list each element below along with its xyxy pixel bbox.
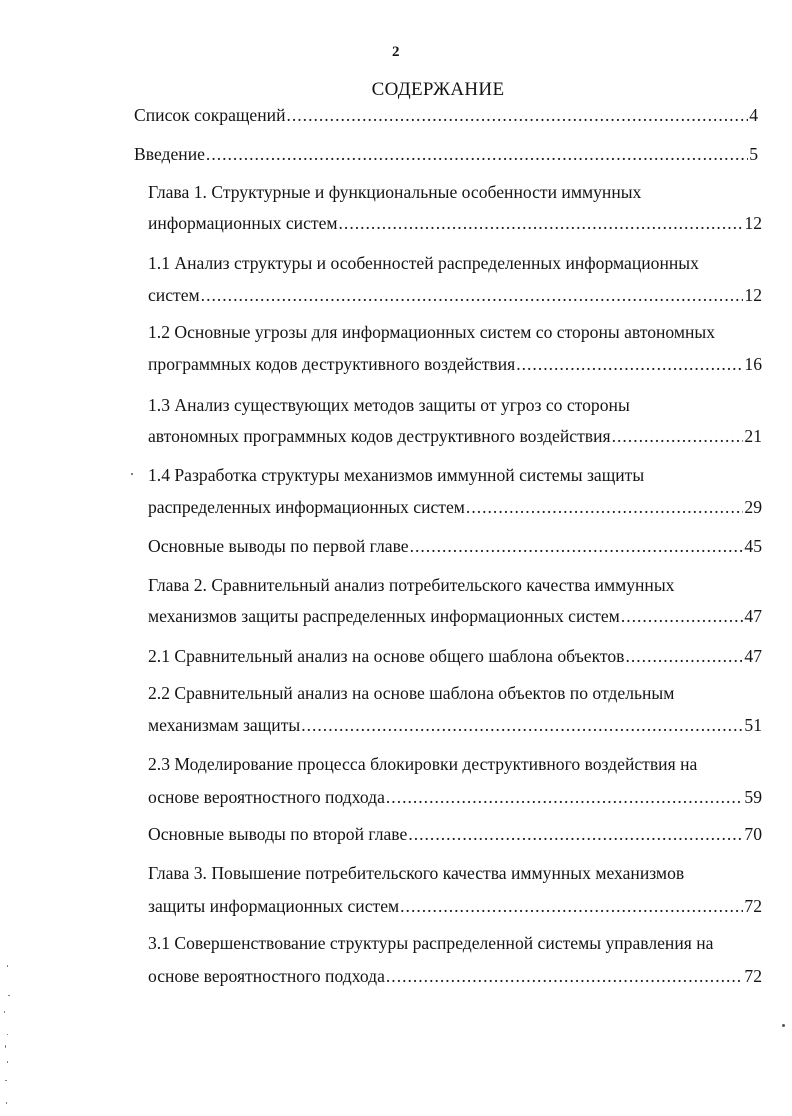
toc-entry-text: программных кодов деструктивного воздействия: [148, 354, 516, 374]
toc-entry-page: 47: [744, 646, 762, 666]
toc-entry-3-1-line2: [148, 965, 762, 987]
toc-entry-page: 51: [744, 715, 762, 735]
toc-entry-text: 3.1 Совершенствование структуры распределенной системы управления на: [148, 933, 714, 953]
toc-entry-page: 16: [744, 354, 762, 374]
toc-entry-abbreviations: [134, 104, 758, 126]
toc-entry-2-2-line1: [148, 682, 674, 704]
toc-entry-text: 1.3 Анализ существующих методов защиты от угроз со стороны: [148, 395, 630, 415]
toc-entry-page: 72: [744, 966, 762, 986]
toc-entry-text: 1.2 Основные угрозы для информационных систем со стороны автономных: [148, 322, 716, 342]
toc-title: СОДЕРЖАНИЕ: [371, 79, 505, 100]
toc-entry-text: Глава 1. Структурные и функциональные особенности иммунных: [148, 182, 642, 202]
toc-entry-text: автономных программных кодов деструктивного воздействия: [148, 426, 611, 446]
toc-entry-2-1: [148, 645, 762, 667]
scan-speck: [7, 1061, 8, 1063]
toc-entry-1-4-line1: [148, 464, 644, 486]
scan-speck: [8, 995, 10, 996]
scan-speck: [7, 1034, 8, 1035]
toc-leader-dots: [400, 895, 743, 917]
toc-entry-page: 12: [744, 213, 762, 233]
toc-entry-chapter-3-line2: [148, 895, 762, 917]
toc-entry-text: Основные выводы по второй главе: [148, 824, 408, 844]
toc-leader-dots: [206, 143, 748, 165]
toc-entry-text: 2.1 Сравнительный анализ на основе общего шаблона объектов: [148, 646, 625, 666]
scan-speck: [6, 1102, 7, 1104]
toc-leader-dots: [621, 605, 744, 627]
toc-leader-dots: [386, 965, 744, 987]
toc-entry-text: Глава 2. Сравнительный анализ потребительского качества иммунных: [148, 575, 675, 595]
toc-entry-1-3-line2: [148, 425, 762, 447]
toc-leader-dots: [516, 353, 743, 375]
toc-entry-1-2-line2: [148, 353, 762, 375]
toc-entry-1-1-line2: [148, 284, 762, 306]
toc-entry-introduction: [134, 143, 758, 165]
toc-entry-text: Список сокращений: [134, 105, 286, 125]
toc-entry-chapter-2-line1: [148, 574, 674, 596]
toc-leader-dots: [201, 284, 744, 306]
scan-speck: [7, 965, 8, 967]
toc-entry-1-1-line1: [148, 252, 699, 274]
toc-entry-page: 21: [744, 426, 762, 446]
toc-entry-page: 59: [744, 787, 762, 807]
toc-leader-dots: [386, 786, 744, 808]
toc-entry-text: основе вероятностного подхода: [148, 966, 385, 986]
page-number: 2: [392, 44, 400, 60]
scan-speck: [782, 1024, 785, 1027]
toc-entry-text: систем: [148, 285, 200, 305]
toc-leader-dots: [466, 496, 743, 518]
toc-entry-text: Введение: [134, 144, 205, 164]
toc-entry-page: 45: [744, 536, 762, 556]
toc-entry-2-3-line2: [148, 786, 762, 808]
toc-entry-1-3-line1: [148, 394, 630, 416]
toc-entry-page: 70: [744, 824, 762, 844]
toc-entry-text: защиты информационных систем: [148, 896, 400, 916]
toc-entry-page: 29: [744, 497, 762, 517]
toc-entry-text: 1.4 Разработка структуры механизмов иммунной системы защиты: [148, 465, 645, 485]
toc-entry-1-4-line2: [148, 496, 762, 518]
toc-entry-text: 2.2 Сравнительный анализ на основе шаблона объектов по отдельным: [148, 683, 675, 703]
toc-entry-text: Глава 3. Повышение потребительского качества иммунных механизмов: [148, 863, 685, 883]
toc-entry-page: 72: [744, 896, 762, 916]
toc-entry-2-2-line2: [148, 714, 762, 736]
toc-entry-text: Основные выводы по первой главе: [148, 536, 409, 556]
toc-entry-3-1-line1: [148, 932, 713, 954]
toc-leader-dots: [301, 714, 743, 736]
toc-entry-page: 47: [744, 606, 762, 626]
toc-leader-dots: [408, 823, 743, 845]
toc-entry-chapter-2-conclusions: [148, 823, 762, 845]
toc-entry-text: распределенных информационных систем: [148, 497, 465, 517]
toc-leader-dots: [339, 212, 744, 234]
toc-entry-chapter-1-conclusions: [148, 535, 762, 557]
toc-entry-chapter-3-line1: [148, 862, 684, 884]
toc-leader-dots: [410, 535, 744, 557]
toc-entry-chapter-2-line2: [148, 605, 762, 627]
toc-leader-dots: [625, 645, 743, 667]
toc-entry-text: информационных систем: [148, 213, 338, 233]
toc-leader-dots: [286, 104, 748, 126]
toc-entry-2-3-line1: [148, 753, 697, 775]
scan-speck: [4, 1011, 5, 1013]
scan-speck: [131, 473, 133, 475]
toc-entry-chapter-1-line1: [148, 181, 641, 203]
scan-speck: [5, 1080, 7, 1081]
toc-entry-page: 4: [749, 105, 758, 125]
toc-entry-page: 12: [744, 285, 762, 305]
toc-entry-chapter-1-line2: [148, 212, 762, 234]
toc-entry-text: 2.3 Моделирование процесса блокировки деструктивного воздействия на: [148, 754, 698, 774]
toc-entry-text: 1.1 Анализ структуры и особенностей распределенных информационных: [148, 253, 699, 273]
toc-entry-text: механизмам защиты: [148, 715, 301, 735]
scan-speck: [5, 1045, 6, 1048]
toc-entry-1-2-line1: [148, 321, 715, 343]
toc-entry-page: 5: [749, 144, 758, 164]
toc-entry-text: механизмов защиты распределенных информационных систем: [148, 606, 620, 626]
toc-leader-dots: [612, 425, 744, 447]
toc-entry-text: основе вероятностного подхода: [148, 787, 385, 807]
